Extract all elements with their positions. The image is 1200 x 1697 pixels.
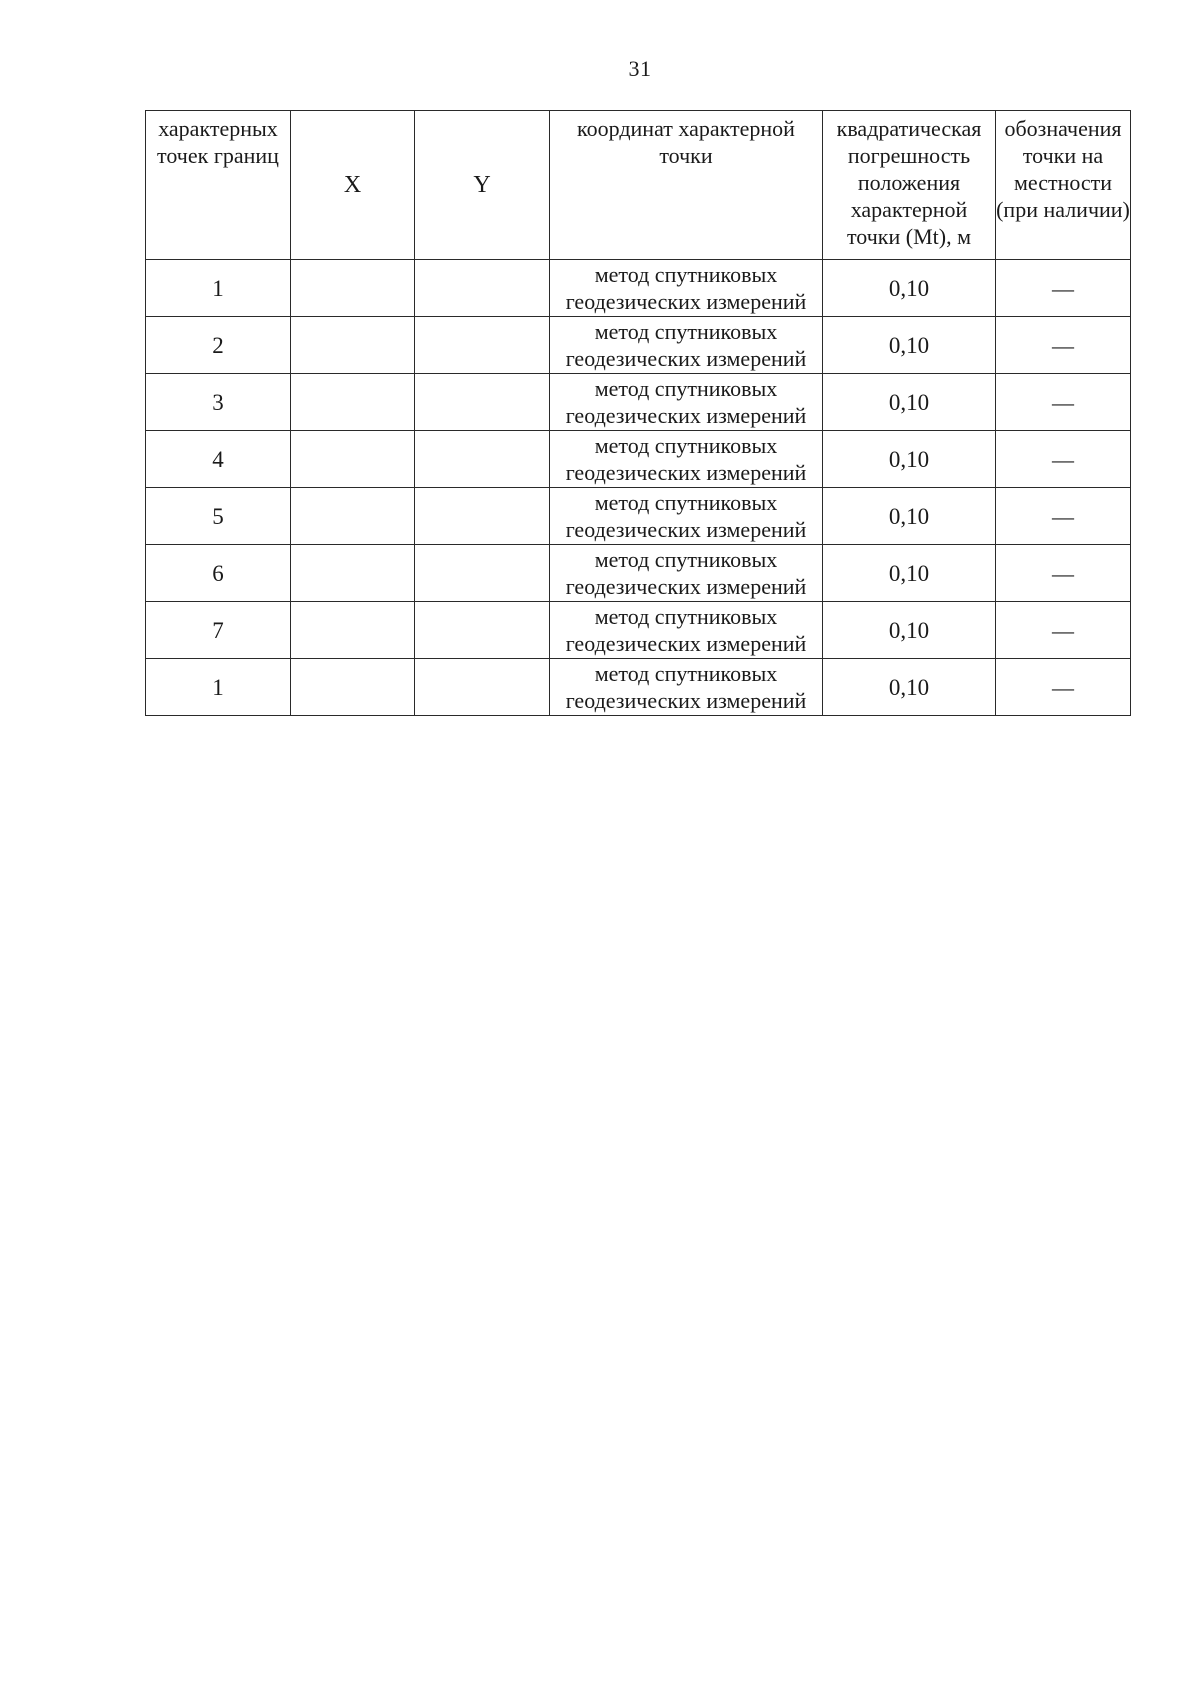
accuracy-cell: 0,10 xyxy=(823,317,996,374)
page-number: 31 xyxy=(628,56,652,81)
x-coordinate-cell xyxy=(291,545,415,602)
mark-cell: — xyxy=(996,317,1131,374)
point-number-cell: 3 xyxy=(146,374,291,431)
y-coordinate-cell xyxy=(415,260,550,317)
mark-cell: — xyxy=(996,374,1131,431)
mark-cell: — xyxy=(996,545,1131,602)
x-coordinate-cell xyxy=(291,317,415,374)
header-accuracy: квадратическая погрешность положения характерной точки (Mt), м xyxy=(823,111,996,260)
method-line-1: метод спутниковых xyxy=(594,661,778,686)
header-method: координат характерной точки xyxy=(550,111,823,260)
method-line-2: геодезических измерений xyxy=(565,289,807,314)
accuracy-cell: 0,10 xyxy=(823,374,996,431)
y-coordinate-cell xyxy=(415,488,550,545)
method-line-1: метод спутниковых xyxy=(594,547,778,572)
table-row xyxy=(146,659,1131,716)
method-line-1: метод спутниковых xyxy=(594,604,778,629)
table-row xyxy=(146,260,1131,317)
x-coordinate-cell xyxy=(291,260,415,317)
method-line-1: метод спутниковых xyxy=(594,376,778,401)
method-cell xyxy=(550,602,823,659)
y-coordinate-cell xyxy=(415,659,550,716)
method-line-2: геодезических измерений xyxy=(565,346,807,371)
mark-cell: — xyxy=(996,431,1131,488)
method-cell xyxy=(550,488,823,545)
method-cell xyxy=(550,374,823,431)
accuracy-cell: 0,10 xyxy=(823,431,996,488)
point-number-cell: 7 xyxy=(146,602,291,659)
x-coordinate-cell xyxy=(291,374,415,431)
accuracy-cell: 0,10 xyxy=(823,602,996,659)
y-coordinate-cell xyxy=(415,317,550,374)
method-line-2: геодезических измерений xyxy=(565,460,807,485)
mark-cell: — xyxy=(996,260,1131,317)
header-mark: обозначения точки на местности (при наличии) xyxy=(996,111,1131,260)
method-line-1: метод спутниковых xyxy=(594,433,778,458)
method-line-2: геодезических измерений xyxy=(565,631,807,656)
method-cell xyxy=(550,659,823,716)
x-coordinate-cell xyxy=(291,488,415,545)
method-cell xyxy=(550,545,823,602)
point-number-cell: 5 xyxy=(146,488,291,545)
accuracy-cell: 0,10 xyxy=(823,260,996,317)
method-cell xyxy=(550,260,823,317)
table-row xyxy=(146,431,1131,488)
method-line-1: метод спутниковых xyxy=(594,319,778,344)
y-coordinate-cell xyxy=(415,431,550,488)
x-coordinate-cell xyxy=(291,659,415,716)
coordinates-table xyxy=(145,110,1131,716)
method-line-2: геодезических измерений xyxy=(565,403,807,428)
x-coordinate-cell xyxy=(291,602,415,659)
table-row xyxy=(146,602,1131,659)
point-number-cell: 1 xyxy=(146,260,291,317)
method-line-2: геодезических измерений xyxy=(565,574,807,599)
point-number-cell: 1 xyxy=(146,659,291,716)
point-number-cell: 2 xyxy=(146,317,291,374)
table-row xyxy=(146,374,1131,431)
header-point-label: характерных точек границ xyxy=(146,111,291,260)
mark-cell: — xyxy=(996,488,1131,545)
accuracy-cell: 0,10 xyxy=(823,659,996,716)
table-row xyxy=(146,317,1131,374)
method-line-1: метод спутниковых xyxy=(594,262,778,287)
table-row xyxy=(146,545,1131,602)
table-header-row xyxy=(146,111,1131,260)
method-line-1: метод спутниковых xyxy=(594,490,778,515)
mark-cell: — xyxy=(996,659,1131,716)
header-x: X xyxy=(291,111,415,260)
y-coordinate-cell xyxy=(415,602,550,659)
y-coordinate-cell xyxy=(415,545,550,602)
point-number-cell: 6 xyxy=(146,545,291,602)
header-y: Y xyxy=(415,111,550,260)
accuracy-cell: 0,10 xyxy=(823,545,996,602)
point-number-cell: 4 xyxy=(146,431,291,488)
method-line-2: геодезических измерений xyxy=(565,688,807,713)
method-cell xyxy=(550,431,823,488)
y-coordinate-cell xyxy=(415,374,550,431)
method-cell xyxy=(550,317,823,374)
x-coordinate-cell xyxy=(291,431,415,488)
mark-cell: — xyxy=(996,602,1131,659)
accuracy-cell: 0,10 xyxy=(823,488,996,545)
table-row xyxy=(146,488,1131,545)
method-line-2: геодезических измерений xyxy=(565,517,807,542)
